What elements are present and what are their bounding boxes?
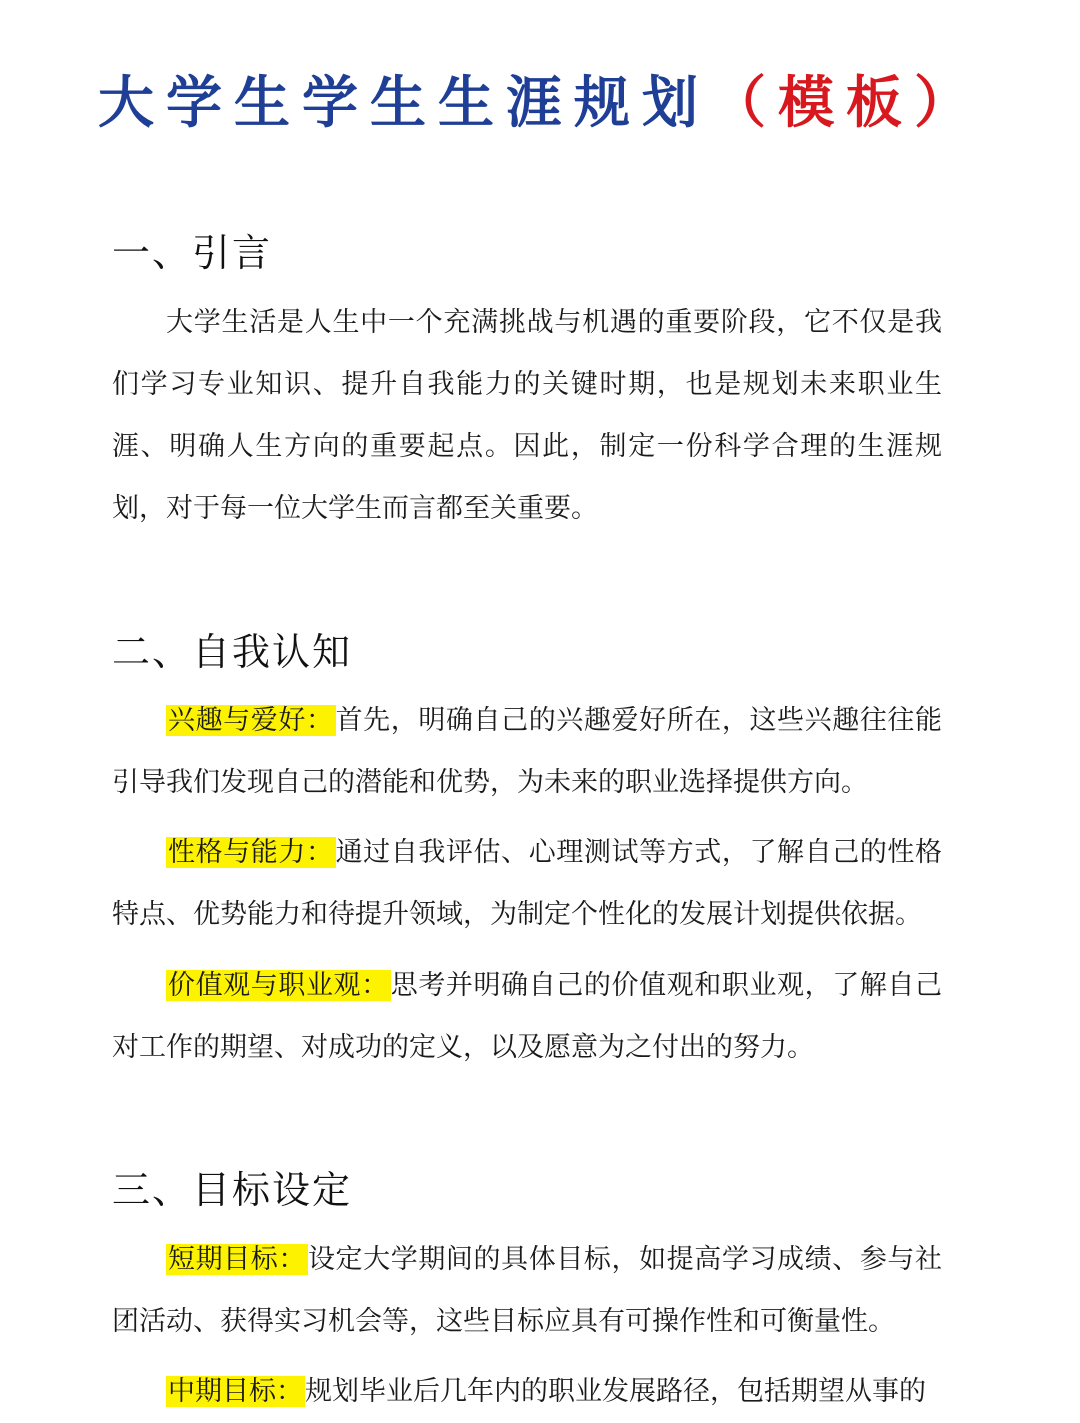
paragraph-introduction — [112, 292, 942, 540]
paragraph-personality — [112, 822, 942, 946]
highlighted-label: 兴趣与爱好： — [168, 705, 334, 736]
title-main: 大学生学生生涯规划 — [98, 71, 710, 136]
highlighted-label: 中期目标： — [168, 1376, 303, 1407]
paragraph-values — [112, 955, 942, 1079]
section-heading-introduction: 一、引言 — [112, 231, 273, 275]
highlighted-label: 短期目标： — [168, 1244, 306, 1275]
paragraph-text: 通过自我评估、心理测试等方式，了解自己的性格特点、优势能力和待提升领域，为制定个性化的发展计划提供依据。 — [112, 837, 943, 930]
paragraph-text: 规划毕业后几年内的职业发展路径，包括期望从事的 — [305, 1376, 926, 1407]
paragraph-text: 思考并明确自己的价值观和职业观，了解自己对工作的期望、对成功的定义，以及愿意为之付出的努力。 — [112, 970, 943, 1063]
paragraph-text: 首先，明确自己的兴趣爱好所在，这些兴趣往往能引导我们发现自己的潜能和优势，为未来的职业选择提供方向。 — [112, 705, 943, 798]
title-template-note: （模板） — [710, 71, 982, 136]
section-heading-self-awareness: 二、自我认知 — [112, 630, 353, 674]
highlighted-label: 价值观与职业观： — [168, 970, 389, 1001]
paragraph-mid-term-goal — [112, 1361, 942, 1423]
paragraph-text: 大学生活是人生中一个充满挑战与机遇的重要阶段，它不仅是我们学习专业知识、提升自我能力的关键时期，也是规划未来职业生涯、明确人生方向的重要起点。因此，制定一份科学合理的生涯规划，对于每一位大学生而言都至关重要。 — [112, 307, 942, 524]
highlighted-label: 性格与能力： — [168, 837, 334, 868]
section-heading-goal-setting: 三、目标设定 — [112, 1168, 353, 1212]
document-title — [0, 66, 1080, 142]
paragraph-interests — [112, 690, 942, 814]
paragraph-short-term-goal — [112, 1229, 942, 1353]
paragraph-text: 设定大学期间的具体目标，如提高学习成绩、参与社团活动、获得实习机会等，这些目标应具有可操作性和可衡量性。 — [112, 1244, 943, 1337]
